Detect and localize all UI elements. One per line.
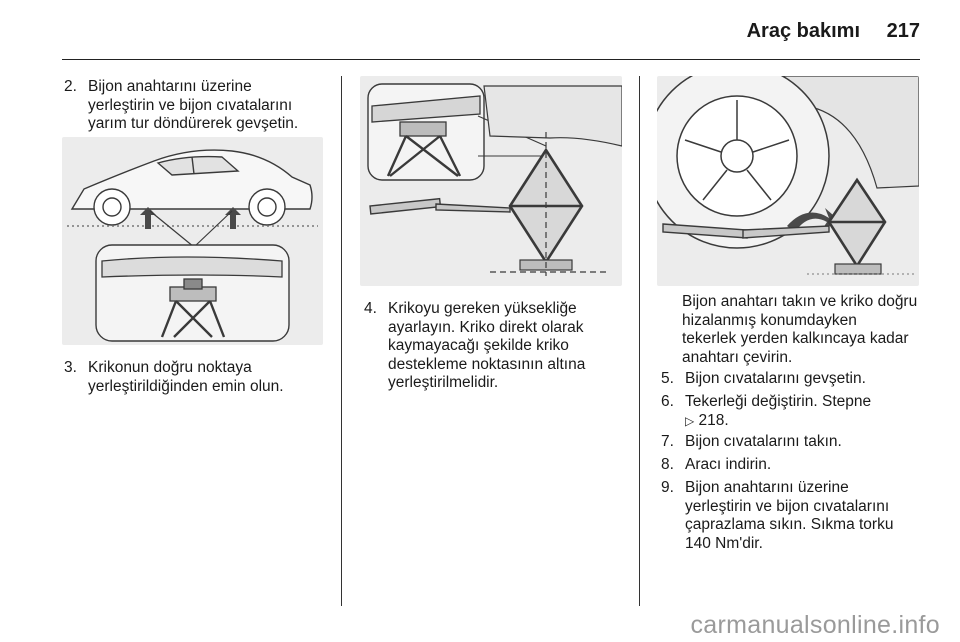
step-text-line: Aracı indirin. — [685, 456, 772, 473]
step-text-line: Bijon anahtarını üzerine — [88, 78, 252, 95]
step-text-line: Bijon anahtarını üzerine — [685, 479, 849, 496]
page-reference[interactable] — [685, 412, 871, 431]
wheel-raised-illustration — [657, 76, 919, 286]
step-number: 3. — [64, 359, 77, 376]
step-text-line: Krikoyu gereken yüksekliğe — [388, 300, 577, 317]
step-text-line: Krikonun doğru noktaya — [88, 359, 252, 376]
figure-jack-alignment — [360, 76, 622, 286]
step-3 — [64, 359, 334, 399]
step-text-line: Bijon cıvatalarını gevşetin. — [685, 370, 866, 387]
step-4 — [364, 300, 634, 400]
figure-wheel-raised — [657, 76, 919, 286]
step-number: 6. — [661, 393, 674, 410]
text-line: anahtarı çevirin. — [682, 348, 793, 366]
car-jack-points-illustration — [62, 137, 323, 345]
step-text-line: kaymayacağı şekilde kriko — [388, 337, 569, 354]
step-text-line: ayarlayın. Kriko direkt olarak — [388, 318, 584, 336]
step-text-line: yerleştirin ve bijon cıvatalarını — [685, 497, 890, 515]
text-line: Bijon anahtarı takın ve kriko doğru — [682, 293, 918, 310]
step-number: 5. — [661, 370, 674, 387]
step-text-line: 140 Nm'dir. — [685, 534, 763, 552]
page-reference-arrow-icon: ▷ — [685, 413, 695, 428]
header-divider — [62, 59, 920, 60]
column-divider — [639, 76, 640, 606]
step-text-line: Bijon cıvatalarını takın. — [685, 433, 842, 450]
step-number: 2. — [64, 78, 77, 95]
step-number: 9. — [661, 479, 674, 496]
reference-page-number: 218. — [698, 411, 729, 429]
jack-alignment-illustration — [360, 76, 622, 286]
text-line: hizalanmış konumdayken — [682, 311, 857, 329]
step-text-line: çaprazlama sıkın. Sıkma torku — [685, 516, 894, 533]
step-continuation-text — [682, 293, 932, 373]
figure-car-jack-points — [62, 137, 323, 345]
step-text-line: Tekerleği değiştirin. Stepne — [685, 393, 872, 410]
step-number: 4. — [364, 300, 377, 317]
step-2 — [64, 78, 334, 138]
section-title: Araç bakımı — [746, 20, 860, 42]
step-text-line: yerleştirildiğinden emin olun. — [88, 377, 284, 395]
step-text-line: yerleştirin ve bijon cıvatalarını — [88, 96, 293, 114]
step-number: 7. — [661, 433, 674, 450]
step-9 — [661, 479, 931, 559]
step-text-line: yarım tur döndürerek gevşetin. — [88, 115, 299, 132]
text-line: tekerlek yerden kalkıncaya kadar — [682, 330, 909, 347]
watermark: carmanualsonline.info — [690, 611, 940, 639]
step-text-line: yerleştirilmelidir. — [388, 374, 499, 391]
page-header — [0, 0, 960, 62]
step-6 — [661, 393, 931, 433]
step-7 — [661, 433, 931, 453]
step-text-line: destekleme noktasının altına — [388, 355, 586, 373]
step-5 — [661, 370, 931, 390]
step-number: 8. — [661, 456, 674, 473]
page-number: 217 — [886, 20, 920, 42]
column-divider — [341, 76, 342, 606]
step-8 — [661, 456, 931, 476]
